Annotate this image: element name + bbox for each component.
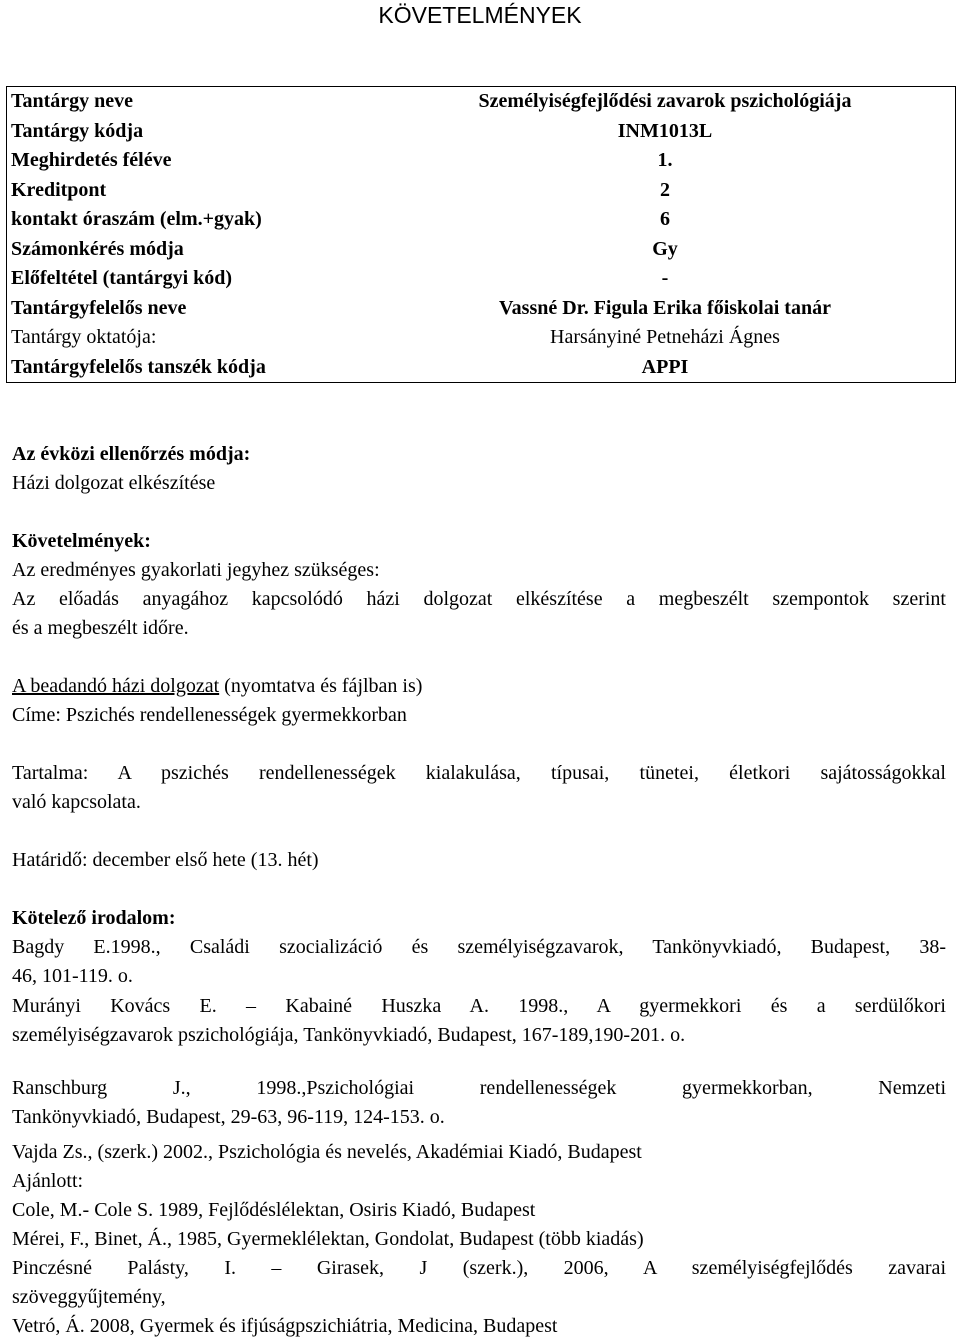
ref-vajda: Vajda Zs., (szerk.) 2002., Pszichológia és nevelés, Akadémiai Kiadó, Budapest [12,1141,642,1163]
evkozi-text: Házi dolgozat elkészítése [12,472,216,494]
info-label: Tantárgy oktatója: [11,326,157,348]
kovetelmenyek-line2a: Az előadás anyagához kapcsolódó házi dolgozat elkészítése a megbeszélt szempontok szerint [12,588,946,610]
info-label: kontakt óraszám (elm.+gyak) [11,208,262,230]
info-row [7,205,956,235]
ref-bagdy-a: Bagdy E.1998., Családi szocializáció és személyiségzavarok, Tankönyvkiadó, Budapest, 38- [12,936,946,958]
kovetelmenyek-line1: Az eredményes gyakorlati jegyhez szükséges: [12,559,380,581]
kovetelmenyek-heading: Követelmények: [12,530,151,552]
info-label: Tantárgyfelelős neve [11,296,187,319]
info-row [7,146,956,176]
info-label: Számonkérés módja [11,237,184,260]
irodalom-heading: Kötelező irodalom: [12,907,176,929]
info-value: Harsányiné Petneházi Ágnes [550,326,780,348]
info-label: Tantárgy kódja [11,119,144,142]
tartalma-line-a: Tartalma: A pszichés rendellenességek kialakulása, típusai, tünetei, életkori sajátosságokkal [12,762,946,784]
info-value: INM1013L [617,119,713,142]
info-row [7,235,956,265]
ref-muranyi-b: személyiségzavarok pszichológiája, Tankönyvkiadó, Budapest, 167-189,190-201. o. [12,1024,686,1046]
page-title: KÖVETELMÉNYEK [378,2,582,28]
course-info-table [6,86,956,383]
ajanlott-label: Ajánlott: [12,1170,84,1192]
info-label: Tantárgyfelelős tanszék kódja [11,355,266,378]
info-label: Előfeltétel (tantárgyi kód) [11,267,233,289]
info-row [7,176,956,206]
info-value: Gy [652,237,678,260]
info-row [7,87,956,117]
info-row [7,294,956,324]
ref-ranschburg-b: Tankönyvkiadó, Budapest, 29-63, 96-119, 124-153. o. [12,1106,445,1128]
info-value: Vassné Dr. Figula Erika főiskolai tanár [499,296,831,319]
info-label: Kreditpont [11,178,107,201]
ref-bagdy-b: 46, 101-119. o. [12,965,133,987]
info-label: Tantárgy neve [11,90,134,112]
ref-merei: Mérei, F., Binet, Á., 1985, Gyermeklélektan, Gondolat, Budapest (több kiadás) [12,1228,644,1250]
ref-muranyi-a: Murányi Kovács E. – Kabainé Huszka A. 1998., A gyermekkori és a serdülőkori [12,995,946,1017]
ref-ranschburg-a: Ranschburg J., 1998.,Pszichológiai rendellenességek gyermekkorban, Nemzeti [12,1077,946,1099]
info-label: Meghirdetés féléve [11,149,172,171]
beadando-line [12,672,946,701]
tartalma-line-b: való kapcsolata. [12,791,141,813]
ref-pinczesne-b: szöveggyűjtemény, [12,1286,166,1308]
info-value: 1. [657,149,673,171]
ref-vetro: Vetró, Á. 2008, Gyermek és ifjúságpszichiátria, Medicina, Budapest [12,1315,558,1337]
cime-line: Címe: Pszichés rendellenességek gyermekkorban [12,704,407,726]
info-value: Személyiségfejlődési zavarok pszichológiája [478,90,852,112]
info-value: 2 [660,178,670,201]
info-value: APPI [641,355,689,378]
info-row [7,353,956,383]
info-row [7,323,956,353]
ref-cole: Cole, M.- Cole S. 1989, Fejlődéslélektan, Osiris Kiadó, Budapest [12,1199,536,1221]
beadando-rest: (nyomtatva és fájlban is) [219,675,423,697]
kovetelmenyek-line2b: és a megbeszélt időre. [12,617,189,639]
info-value: 6 [660,208,670,230]
info-value: - [661,267,669,289]
info-row [7,117,956,147]
hatarido-line: Határidő: december első hete (13. hét) [12,849,319,871]
beadando-underlined: A beadandó házi dolgozat [12,675,220,697]
requirements-body [12,440,946,1341]
evkozi-heading: Az évközi ellenőrzés módja: [12,443,251,465]
info-row [7,264,956,294]
ref-pinczesne-a: Pinczésné Palásty, I. – Girasek, J (szerk.), 2006, A személyiségfejlődés zavarai [12,1257,946,1279]
